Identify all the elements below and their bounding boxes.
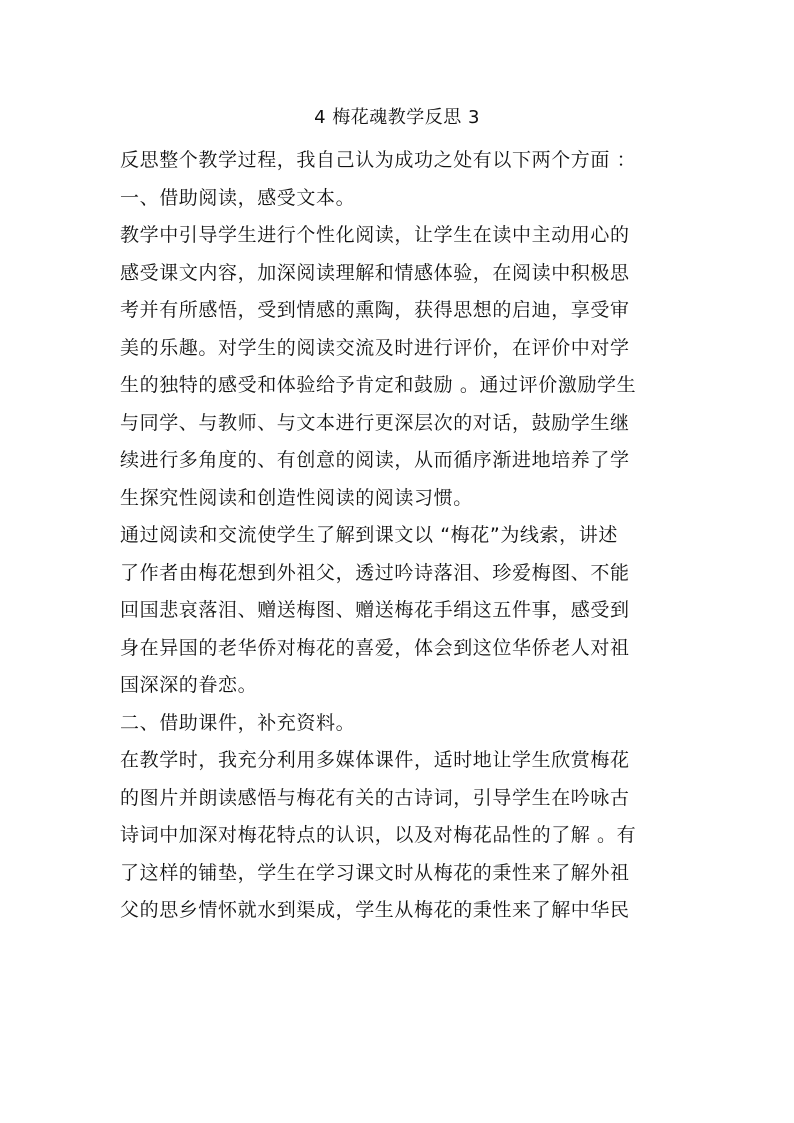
text-line: 了作者由梅花想到外祖父，透过吟诗落泪、珍爱梅图、不能	[120, 561, 630, 584]
text-line: 的图片并朗读感悟与梅花有关的古诗词，引导学生在吟咏古	[120, 786, 630, 809]
text-line: 国深深的眷恋。	[120, 674, 258, 696]
text-line: 美的乐趣。对学生的阅读交流及时进行评价，在评价中对学	[120, 336, 630, 359]
text-line: 考并有所感悟，受到情感的熏陶，获得思想的启迪，享受审	[120, 299, 630, 321]
text-line: 回国悲哀落泪、赠送梅图、赠送梅花手绢这五件事，感受到	[120, 599, 630, 621]
text-line: 在教学时，我充分利用多媒体课件，适时地让学生欣赏梅花	[120, 749, 630, 771]
text-line: 感受课文内容，加深阅读理解和情感体验，在阅读中积极思	[120, 261, 630, 284]
text-line: 身在异国的老华侨对梅花的喜爱，体会到这位华侨老人对祖	[120, 636, 630, 659]
document-title: 4 梅花魂教学反思 3	[314, 107, 480, 128]
text-line: 父的思乡情怀就水到渠成，学生从梅花的秉性来了解中华民	[120, 899, 630, 921]
document-body	[120, 142, 680, 930]
section-heading: 一、借助阅读，感受文本。	[120, 186, 356, 209]
text-line: 反思整个教学过程，我自己认为成功之处有以下两个方面 ：	[120, 149, 637, 171]
section-heading: 二、借助课件，补充资料。	[120, 711, 356, 734]
text-line: 诗词中加深对梅花特点的认识，以及对梅花品性的了解 。有	[120, 824, 637, 846]
text-line: 教学中引导学生进行个性化阅读，让学生在读中主动用心的	[120, 224, 630, 246]
text-line: 通过阅读和交流使学生了解到课文以 “梅花”为线索，讲述	[120, 524, 618, 546]
text-line: 与同学、与教师、与文本进行更深层次的对话，鼓励学生继	[120, 411, 630, 434]
text-line: 生的独特的感受和体验给予肯定和鼓励 。通过评价激励学生	[120, 374, 637, 396]
text-line: 生探究性阅读和创造性阅读的阅读习惯。	[120, 486, 473, 509]
text-line: 了这样的铺垫，学生在学习课文时从梅花的秉性来了解外祖	[120, 861, 630, 884]
text-line: 续进行多角度的、有创意的阅读，从而循序渐进地培养了学	[120, 449, 630, 471]
